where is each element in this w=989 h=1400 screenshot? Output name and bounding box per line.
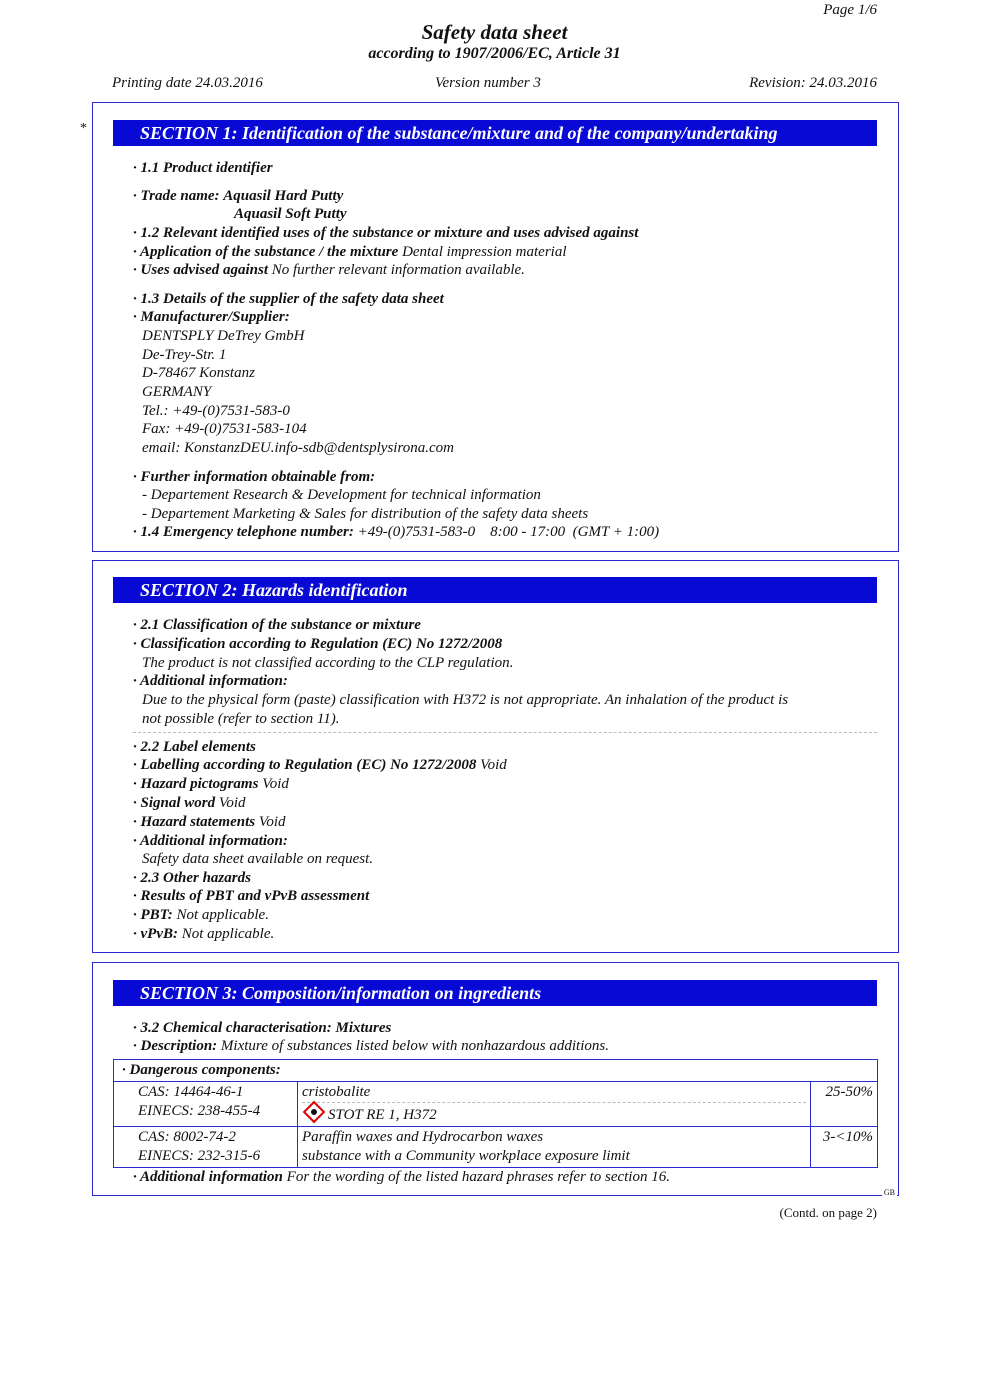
email: email: KonstanzDEU.info-sdb@dentsplysirona.com (142, 440, 454, 456)
component-ids: CAS: 8002-74-2 EINECS: 232-315-6 (114, 1127, 298, 1168)
additional-info-text: not possible (refer to section 11). (142, 711, 340, 727)
component-name: Paraffin waxes and Hydrocarbon waxes substance with a Community workplace exposure limit (298, 1127, 811, 1168)
continued-note: (Contd. on page 2) (779, 1205, 877, 1220)
table-row (114, 1082, 878, 1127)
page-number: Page 1/6 (823, 2, 877, 18)
application: · Application of the substance / the mixture Dental impression material (133, 244, 567, 260)
version-number: Version number 3 (435, 75, 541, 91)
fax: Fax: +49-(0)7531-583-104 (142, 421, 307, 437)
classification-regulation: · Classification according to Regulation (EC) No 1272/2008 (133, 636, 503, 652)
additional-info2-text: Safety data sheet available on request. (142, 851, 374, 867)
additional-info2-label: · Additional information: (133, 833, 288, 849)
other-hazards: · 2.3 Other hazards (133, 870, 251, 886)
description: · Description: Mixture of substances listed below with nonhazardous additions. (133, 1038, 609, 1054)
component-name: cristobalite STOT RE 1, H372 (298, 1082, 811, 1127)
signal-word: · Signal word Void (133, 795, 246, 811)
trade-name: · Trade name: Aquasil Hard Putty (133, 188, 344, 204)
chemical-characterisation: · 3.2 Chemical characterisation: Mixtures (133, 1020, 392, 1036)
labelling: · Labelling according to Regulation (EC) No 1272/2008 Void (133, 757, 507, 773)
divider (133, 732, 877, 733)
address-line: DENTSPLY DeTrey GmbH (142, 328, 305, 344)
section-1-heading: SECTION 1: Identification of the substance/mixture and of the company/undertaking (113, 120, 877, 146)
relevant-uses: · 1.2 Relevant identified uses of the substance or mixture and uses advised against (133, 225, 639, 241)
address-line: D-78467 Konstanz (142, 365, 255, 381)
components-table (113, 1059, 878, 1168)
health-hazard-icon (303, 1101, 326, 1124)
country-code: GB (883, 1188, 895, 1197)
hazard-pictograms: · Hazard pictograms Void (133, 776, 289, 792)
address-line: De-Trey-Str. 1 (142, 347, 227, 363)
revision-mark: * (80, 121, 87, 136)
pbt-results: · Results of PBT and vPvB assessment (133, 888, 370, 904)
hazard-statements: · Hazard statements Void (133, 814, 286, 830)
document-subtitle: according to 1907/2006/EC, Article 31 (368, 45, 621, 62)
section-2-heading: SECTION 2: Hazards identification (113, 577, 877, 603)
emergency-phone: · 1.4 Emergency telephone number: +49-(0)7531-583-0 8:00 - 17:00 (GMT + 1:00) (133, 524, 660, 540)
section-2 (92, 560, 899, 953)
revision-date: Revision: 24.03.2016 (749, 75, 877, 91)
table-header-row (114, 1060, 878, 1082)
further-info-item: - Departement Marketing & Sales for distribution of the safety data sheets (142, 506, 589, 522)
trade-name-2: Aquasil Soft Putty (234, 206, 347, 222)
further-info-item: - Departement Research & Development for technical information (142, 487, 541, 503)
additional-info-label: · Additional information: (133, 673, 288, 689)
section-1 (92, 102, 899, 552)
uses-advised-against: · Uses advised against No further relevant information available. (133, 262, 525, 278)
component-range: 3-<10% (811, 1127, 878, 1168)
address-line: GERMANY (142, 384, 212, 400)
component-ids: CAS: 14464-46-1 EINECS: 238-455-4 (114, 1082, 298, 1127)
additional-info-text: Due to the physical form (paste) classification with H372 is not appropriate. An inhalation of the product is (142, 692, 789, 708)
section-3-heading: SECTION 3: Composition/information on ingredients (113, 980, 877, 1006)
not-classified-text: The product is not classified according to the CLP regulation. (142, 655, 514, 671)
further-info-label: · Further information obtainable from: (133, 469, 376, 485)
component-range: 25-50% (811, 1082, 878, 1127)
additional-information: · Additional information For the wording of the listed hazard phrases refer to section 16. (133, 1169, 670, 1185)
pbt: · PBT: Not applicable. (133, 907, 269, 923)
label-elements: · 2.2 Label elements (133, 739, 256, 755)
vpvb: · vPvB: Not applicable. (133, 926, 275, 942)
classification: · 2.1 Classification of the substance or mixture (133, 617, 421, 633)
dangerous-components-label: · Dangerous components: (114, 1060, 878, 1082)
manufacturer-label: · Manufacturer/Supplier: (133, 309, 290, 325)
product-identifier: · 1.1 Product identifier (133, 160, 273, 176)
supplier-details: · 1.3 Details of the supplier of the safety data sheet (133, 291, 444, 307)
section-3 (92, 962, 899, 1196)
table-row (114, 1127, 878, 1168)
document-title: Safety data sheet (421, 20, 568, 44)
printing-date: Printing date 24.03.2016 (112, 75, 263, 91)
phone: Tel.: +49-(0)7531-583-0 (142, 403, 290, 419)
